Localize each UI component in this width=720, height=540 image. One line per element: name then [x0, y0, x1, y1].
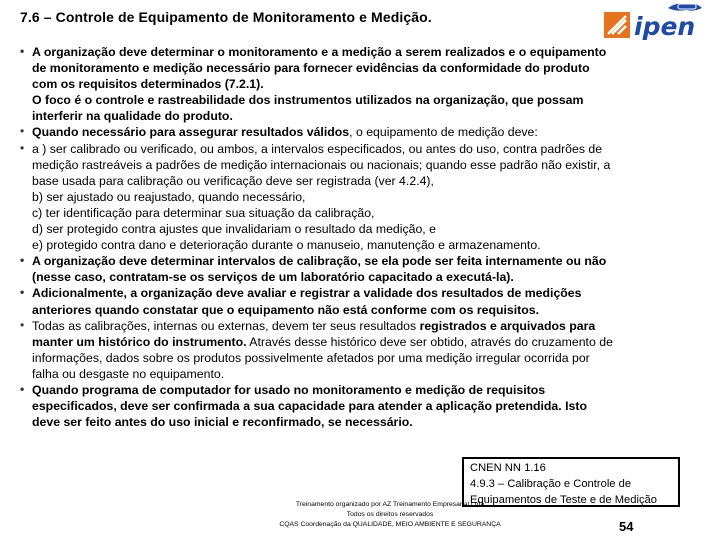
footer-line: Treinamento organizado por AZ Treinamento Empresarial Ltda — [295, 501, 485, 508]
page-number: 54 — [619, 519, 634, 534]
bullet-item: • Adicionalmente, a organização deve avaliar e registrar a validade dos resultados de medições anteriores quando constatar que o equipamento não está conforme com os requisitos. — [18, 285, 694, 317]
slide-title: 7.6 – Controle de Equipamento de Monitoramento e Medição. — [20, 9, 432, 25]
ipen-logo — [598, 2, 716, 40]
logo-swoosh — [668, 4, 702, 11]
callout-line: CNEN NN 1.16 — [470, 462, 546, 474]
bullet-item: • Quando programa de computador for usado no monitoramento e medição de requisitos especificados, deve ser confirmada a sua capacidade para atender a aplicação pretendida. Isto deve ser feito antes do uso inicial e reconfirmado, se necessário. — [18, 382, 694, 430]
logo-text: ipen — [634, 12, 696, 40]
bullet-item: • Quando necessário para assegurar resultados válidos, o equipamento de medição deve: — [18, 124, 694, 140]
bullet-item: • a ) ser calibrado ou verificado, ou ambos, a intervalos especificados, ou antes do uso, contra padrões de medição rastreáveis a padrões de medição internacionais ou nacionais; quando esse padrão não existir, a base usada para calibração ou verificação deve ser registrada (ver 4.2.4), b) ser ajustado ou reajustado, quando necessário, c) ter identificação para determinar sua situação da calibração, d) ser protegido contra ajustes que invalidariam o resultado da medição, e e) protegido contra dano e deterioração durante o manuseio, manutenção e armazenamento. — [18, 141, 694, 254]
footer — [250, 500, 530, 530]
bullet-list — [18, 44, 694, 430]
footer-line: Todos os direitos reservados — [346, 511, 434, 518]
bullet-item: • A organização deve determinar o monitoramento e a medição a serem realizados e o equipamento de monitoramento e medição necessário para fornecer evidências da conformidade do produto com os requisitos determinados (7.2.1). O foco é o controle e rastreabilidade dos instrumentos utilizados na organização, que possam interferir na qualidade do produto. — [18, 44, 694, 124]
footer-line: CQAS Coordenação da QUALIDADE, MEIO AMBIENTE E SEGURANÇA — [279, 521, 501, 528]
bullet-item: • A organização deve determinar intervalos de calibração, se ela pode ser feita internamente ou não (nesse caso, contratam-se os serviços de um laboratório capacitado a executá-la). — [18, 253, 694, 285]
callout-line: 4.9.3 – Calibração e Controle de — [470, 478, 632, 490]
bullet-item: • Todas as calibrações, internas ou externas, devem ter seus resultados registrados e arquivados para manter um histórico do instrumento. Através desse histórico deve ser obtido, através do cruzamento de informações, dados sobre os produtos possivelmente afetados por uma medição irregular ocorrida por falha ou desgaste no equipamento. — [18, 318, 694, 382]
callout-line: Equipamentos de Teste e de Medição — [470, 494, 657, 506]
